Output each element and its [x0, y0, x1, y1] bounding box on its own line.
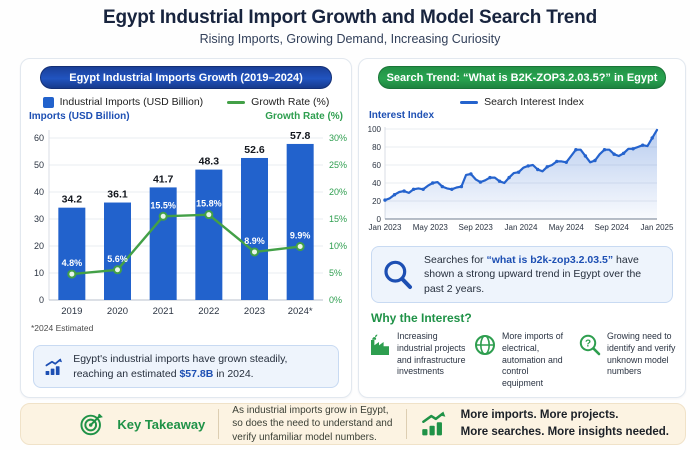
svg-text:20%: 20% [329, 187, 348, 197]
svg-text:2019: 2019 [61, 306, 83, 317]
svg-text:May 2023: May 2023 [412, 223, 448, 232]
svg-text:30: 30 [33, 214, 44, 224]
why-interest-row [368, 331, 676, 389]
imports-legend [21, 96, 351, 108]
footer-divider [218, 409, 219, 439]
svg-text:15%: 15% [329, 214, 348, 224]
imports-value-highlight: $57.8B [179, 367, 214, 380]
svg-text:52.6: 52.6 [244, 143, 265, 156]
legend-growth [227, 96, 329, 108]
svg-text:34.2: 34.2 [61, 193, 83, 206]
svg-text:2021: 2021 [152, 306, 174, 317]
why-item-identify-text: Growing need to identify and verify unknown model numbers [607, 331, 676, 377]
why-item-industrial-text: Increasing industrial projects and infrastructure investments [397, 331, 466, 377]
svg-text:100: 100 [367, 124, 381, 134]
svg-text:0: 0 [376, 214, 381, 224]
key-takeaway-text: As industrial imports grow in Egypt, so does the need to understand and verify unfamiliar model numbers. [232, 405, 393, 443]
svg-text:2022: 2022 [198, 306, 220, 317]
axis-labels-row [21, 108, 351, 122]
svg-text:5%: 5% [329, 268, 343, 278]
growth-bars-icon [420, 409, 447, 439]
why-item-identify [578, 331, 676, 389]
legend-search-index [460, 96, 584, 108]
search-trend-line-chart [359, 121, 675, 235]
factory-icon [368, 333, 392, 357]
svg-text:5.6%: 5.6% [107, 253, 128, 264]
line-swatch-icon [227, 101, 245, 104]
svg-text:Jan 2024: Jan 2024 [504, 223, 538, 232]
svg-text:36.1: 36.1 [107, 188, 128, 201]
legend-imports [43, 96, 204, 108]
svg-text:May 2024: May 2024 [548, 223, 584, 232]
magnifier-icon [382, 259, 414, 291]
why-item-industrial [368, 331, 466, 389]
left-axis-label: Imports (USD Billion) [29, 111, 130, 122]
imports-callout-text: Egypt's industrial imports have grown steadily, reaching an estimated $57.8B in 2024. [73, 353, 288, 380]
page-title: Egypt Industrial Import Growth and Model Search Trend [102, 7, 597, 28]
magnifier-question-icon [578, 333, 602, 357]
svg-text:40: 40 [33, 187, 44, 197]
legend-search-index-label: Search Interest Index [484, 96, 584, 108]
svg-text:Jan 2023: Jan 2023 [368, 223, 402, 232]
svg-text:57.8: 57.8 [289, 129, 311, 142]
search-panel-header: Search Trend: “What is B2K-ZOP3.2.03.5?” in Egypt [378, 66, 667, 89]
svg-text:60: 60 [33, 133, 44, 143]
search-callout-text: Searches for “what is b2k-zop3.2.03.5” have shown a strong upward trend in Egypt over the past 2 years. [424, 254, 642, 295]
chart-footnote: *2024 Estimated [31, 323, 94, 333]
blue-line-swatch-icon [460, 101, 478, 104]
svg-text:30%: 30% [329, 133, 348, 143]
more-insights-text: More imports. More projects. More searches. More insights needed. [460, 408, 669, 438]
svg-text:60: 60 [372, 160, 381, 170]
search-query-highlight: “what is b2k-zop3.2.03.5” [486, 254, 614, 266]
svg-text:Sep 2023: Sep 2023 [458, 223, 493, 232]
svg-text:Sep 2024: Sep 2024 [594, 223, 629, 232]
svg-text:15.8%: 15.8% [196, 198, 222, 209]
legend-imports-label: Industrial Imports (USD Billion) [59, 96, 204, 108]
svg-text:0%: 0% [329, 295, 343, 305]
svg-text:50: 50 [33, 160, 44, 170]
bar-swatch-icon [43, 97, 54, 108]
svg-text:10%: 10% [329, 241, 348, 251]
svg-text:10: 10 [33, 268, 44, 278]
why-item-imports-text: More imports of electrical, automation and control equipment [502, 331, 564, 388]
svg-text:2024*: 2024* [287, 306, 313, 317]
imports-panel [20, 58, 352, 398]
imports-panel-header: Egypt Industrial Imports Growth (2019–2024) [40, 66, 332, 89]
right-axis-label: Growth Rate (%) [265, 111, 343, 122]
why-interest-title: Why the Interest? [371, 311, 472, 326]
svg-text:15.5%: 15.5% [150, 200, 176, 211]
svg-text:9.9%: 9.9% [289, 230, 311, 241]
svg-text:0: 0 [38, 295, 44, 305]
target-arrow-icon [79, 410, 104, 438]
page-subtitle: Rising Imports, Growing Demand, Increasing Curiosity [199, 32, 501, 46]
svg-text:?: ? [584, 339, 592, 351]
trend-up-bars-icon [44, 353, 63, 381]
svg-text:20: 20 [372, 196, 381, 206]
svg-text:20: 20 [33, 241, 44, 251]
interest-axis-label: Interest Index [369, 110, 435, 121]
svg-text:8.9%: 8.9% [244, 235, 265, 246]
svg-text:40: 40 [372, 178, 381, 188]
globe-icon [473, 333, 497, 357]
svg-text:Jan 2025: Jan 2025 [640, 223, 674, 232]
imports-bar-chart [21, 122, 351, 318]
footer-divider-2 [406, 409, 407, 439]
search-trend-panel [358, 58, 686, 398]
why-item-imports [473, 331, 571, 389]
svg-text:80: 80 [372, 142, 381, 152]
svg-text:4.8%: 4.8% [61, 258, 83, 269]
search-legend [359, 96, 685, 108]
legend-growth-label: Growth Rate (%) [251, 96, 330, 108]
svg-text:48.3: 48.3 [198, 155, 220, 168]
svg-text:2023: 2023 [243, 306, 266, 317]
svg-text:2020: 2020 [106, 306, 129, 317]
svg-text:25%: 25% [329, 160, 348, 170]
key-takeaway-bar [20, 403, 686, 445]
search-callout [371, 246, 673, 303]
imports-callout [33, 345, 339, 388]
svg-text:41.7: 41.7 [152, 173, 174, 186]
key-takeaway-label: Key Takeaway [117, 416, 206, 432]
